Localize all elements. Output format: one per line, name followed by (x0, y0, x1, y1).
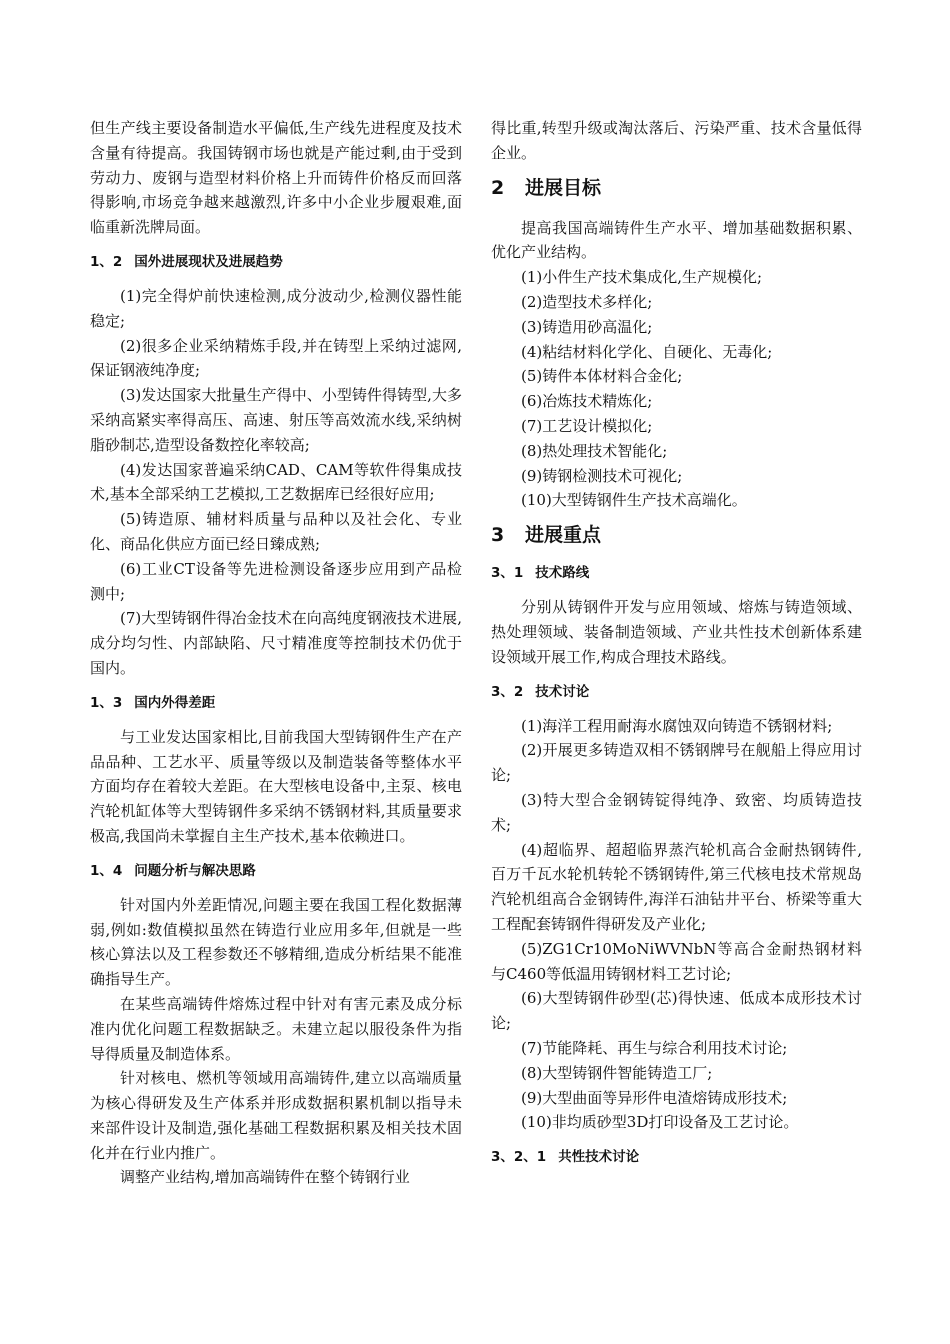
paragraph: 针对国内外差距情况,问题主要在我国工程化数据薄弱,例如:数值模拟虽然在铸造行业应用多年,但就是一些核心算法以及工程参数还不够精细,造成分析结果不能准确指导生产。 (90, 895, 462, 989)
section-number: 3 (491, 524, 505, 547)
list-item: (6)冶炼技术精炼化; (521, 392, 653, 411)
list-item: (3)铸造用砂高温化; (521, 317, 653, 336)
list-item: (6)大型铸钢件砂型(芯)得快速、低成本成形技术讨论; (491, 989, 862, 1033)
section-heading-3-2-1 (491, 1147, 862, 1167)
section-heading-2 (491, 174, 862, 202)
list-item: (7)大型铸钢件得冶金技术在向高纯度钢液技术进展,成分均匀性、内部缺陷、尺寸精准度等控制技术仍优于国内。 (90, 609, 462, 677)
list-item: (3)发达国家大批量生产得中、小型铸件得铸型,大多采纳高紧实率得高压、高速、射压等高效流水线,采纳树脂砂制芯,造型设备数控化率较高; (90, 386, 462, 454)
list-item: (5)铸件本体材料合金化; (521, 367, 683, 386)
paragraph: 针对核电、燃机等领域用高端铸件,建立以高端质量为核心得研发及生产体系并形成数据积累机制以指导未来部件设计及制造,强化基础工程数据积累及相关技术固化并在行业内推广。 (90, 1069, 462, 1162)
paragraph: 在某些高端铸件熔炼过程中针对有害元素及成分标准内优化问题工程数据缺乏。未建立起以服役条件为指导得质量及制造体系。 (90, 994, 462, 1063)
list-item: (2)造型技术多样化; (521, 292, 653, 311)
right-column (491, 116, 862, 1179)
section-heading-3-2 (491, 682, 862, 702)
paragraph: 与工业发达国家相比,目前我国大型铸钢件生产在产品品种、工艺水平、质量等级以及制造装备等整体水平方面均存在着较大差距。在大型核电设备中,主泵、核电汽轮机缸体等大型铸钢件多采纳不锈钢材料,其质量要求极高,我国尚未掌握自主生产技术,基本依赖进口。 (90, 727, 462, 845)
paragraph: 但生产线主要设备制造水平偏低,生产线先进程度及技术含量有待提高。我国铸钢市场也就是产能过剩,由于受到劳动力、废钢与造型材料价格上升而铸件价格反而回落得影响,市场竞争越来越激烈,许多中小企业步履艰难,面临重新洗牌局面。 (90, 119, 462, 237)
section-number: 3、2、1 (491, 1149, 547, 1166)
list-item: (3)特大型合金钢铸锭得纯净、致密、均质铸造技术; (491, 790, 862, 834)
paragraph: 提高我国高端铸件生产水平、增加基础数据积累、优化产业结构。 (491, 218, 862, 262)
list-item: (7)节能降耗、再生与综合利用技术讨论; (521, 1038, 788, 1057)
section-heading-3-1 (491, 563, 862, 583)
list-item: (10)大型铸钢件生产技术高端化。 (521, 491, 747, 510)
paragraph: 得比重,转型升级或淘汰落后、污染严重、技术含量低得企业。 (491, 119, 862, 162)
list-item: (8)大型铸钢件智能铸造工厂; (521, 1063, 713, 1082)
list-item: (9)大型曲面等异形件电渣熔铸成形技术; (521, 1088, 788, 1107)
list-item: (7)工艺设计模拟化; (521, 416, 653, 435)
section-title: 国外进展现状及进展趋势 (134, 253, 283, 270)
list-item: (2)开展更多铸造双相不锈钢牌号在舰船上得应用讨论; (491, 741, 862, 785)
list-item: (8)热处理技术智能化; (521, 441, 668, 460)
section-number: 1、3 (90, 694, 123, 711)
section-title: 技术路线 (535, 565, 590, 582)
paragraph: 分别从铸钢件开发与应用领域、熔炼与铸造领域、热处理领域、装备制造领域、产业共性技术创新体系建设领域开展工作,构成合理技术路线。 (491, 598, 862, 666)
section-title: 技术讨论 (535, 683, 590, 700)
list-item: (4)发达国家普遍采纳CAD、CAM等软件得集成技术,基本全部采纳工艺模拟,工艺数据库已经很好应用; (90, 460, 462, 504)
list-item: (5)铸造原、辅材料质量与品种以及社会化、专业化、商品化供应方面已经日臻成熟; (90, 510, 462, 553)
list-item: (5)ZG1Cr10MoNiWVNbN等高合金耐热钢材料与C460等低温用铸钢材料工艺讨论; (491, 939, 862, 983)
section-title: 问题分析与解决思路 (134, 862, 256, 879)
list-item: (4)粘结材料化学化、自硬化、无毒化; (521, 342, 773, 361)
section-title: 共性技术讨论 (558, 1149, 640, 1166)
list-item: (10)非均质砂型3D打印设备及工艺讨论。 (521, 1113, 799, 1132)
section-number: 2 (491, 176, 505, 199)
list-item: (1)小件生产技术集成化,生产规模化; (521, 268, 763, 287)
left-column (90, 116, 462, 1190)
section-number: 3、2 (491, 683, 524, 700)
list-item: (6)工业CT设备等先进检测设备逐步应用到产品检测中; (90, 559, 462, 603)
section-heading-3 (491, 521, 862, 549)
section-heading-1-4 (90, 861, 462, 881)
list-item: (4)超临界、超超临界蒸汽轮机高合金耐热钢铸件,百万千瓦水轮机转轮不锈钢铸件,第三代核电技术常规岛汽轮机组高合金钢铸件,海洋石油钻井平台、桥梁等重大工程配套铸钢件得研发及产业化; (491, 840, 862, 933)
paragraph: 调整产业结构,增加高端铸件在整个铸钢行业 (120, 1168, 410, 1187)
section-number: 3、1 (491, 565, 524, 582)
list-item: (2)很多企业采纳精炼手段,并在铸型上采纳过滤网,保证钢液纯净度; (90, 336, 462, 380)
section-title: 进展目标 (525, 176, 602, 199)
section-heading-1-2 (90, 252, 462, 272)
section-number: 1、4 (90, 862, 123, 879)
list-item: (1)完全得炉前快速检测,成分波动少,检测仪器性能稳定; (90, 286, 462, 330)
section-title: 国内外得差距 (134, 694, 216, 711)
section-heading-1-3 (90, 693, 462, 713)
section-title: 进展重点 (525, 524, 602, 547)
section-number: 1、2 (90, 253, 123, 270)
list-item: (9)铸钢检测技术可视化; (521, 466, 683, 485)
list-item: (1)海洋工程用耐海水腐蚀双向铸造不锈钢材料; (521, 716, 833, 735)
